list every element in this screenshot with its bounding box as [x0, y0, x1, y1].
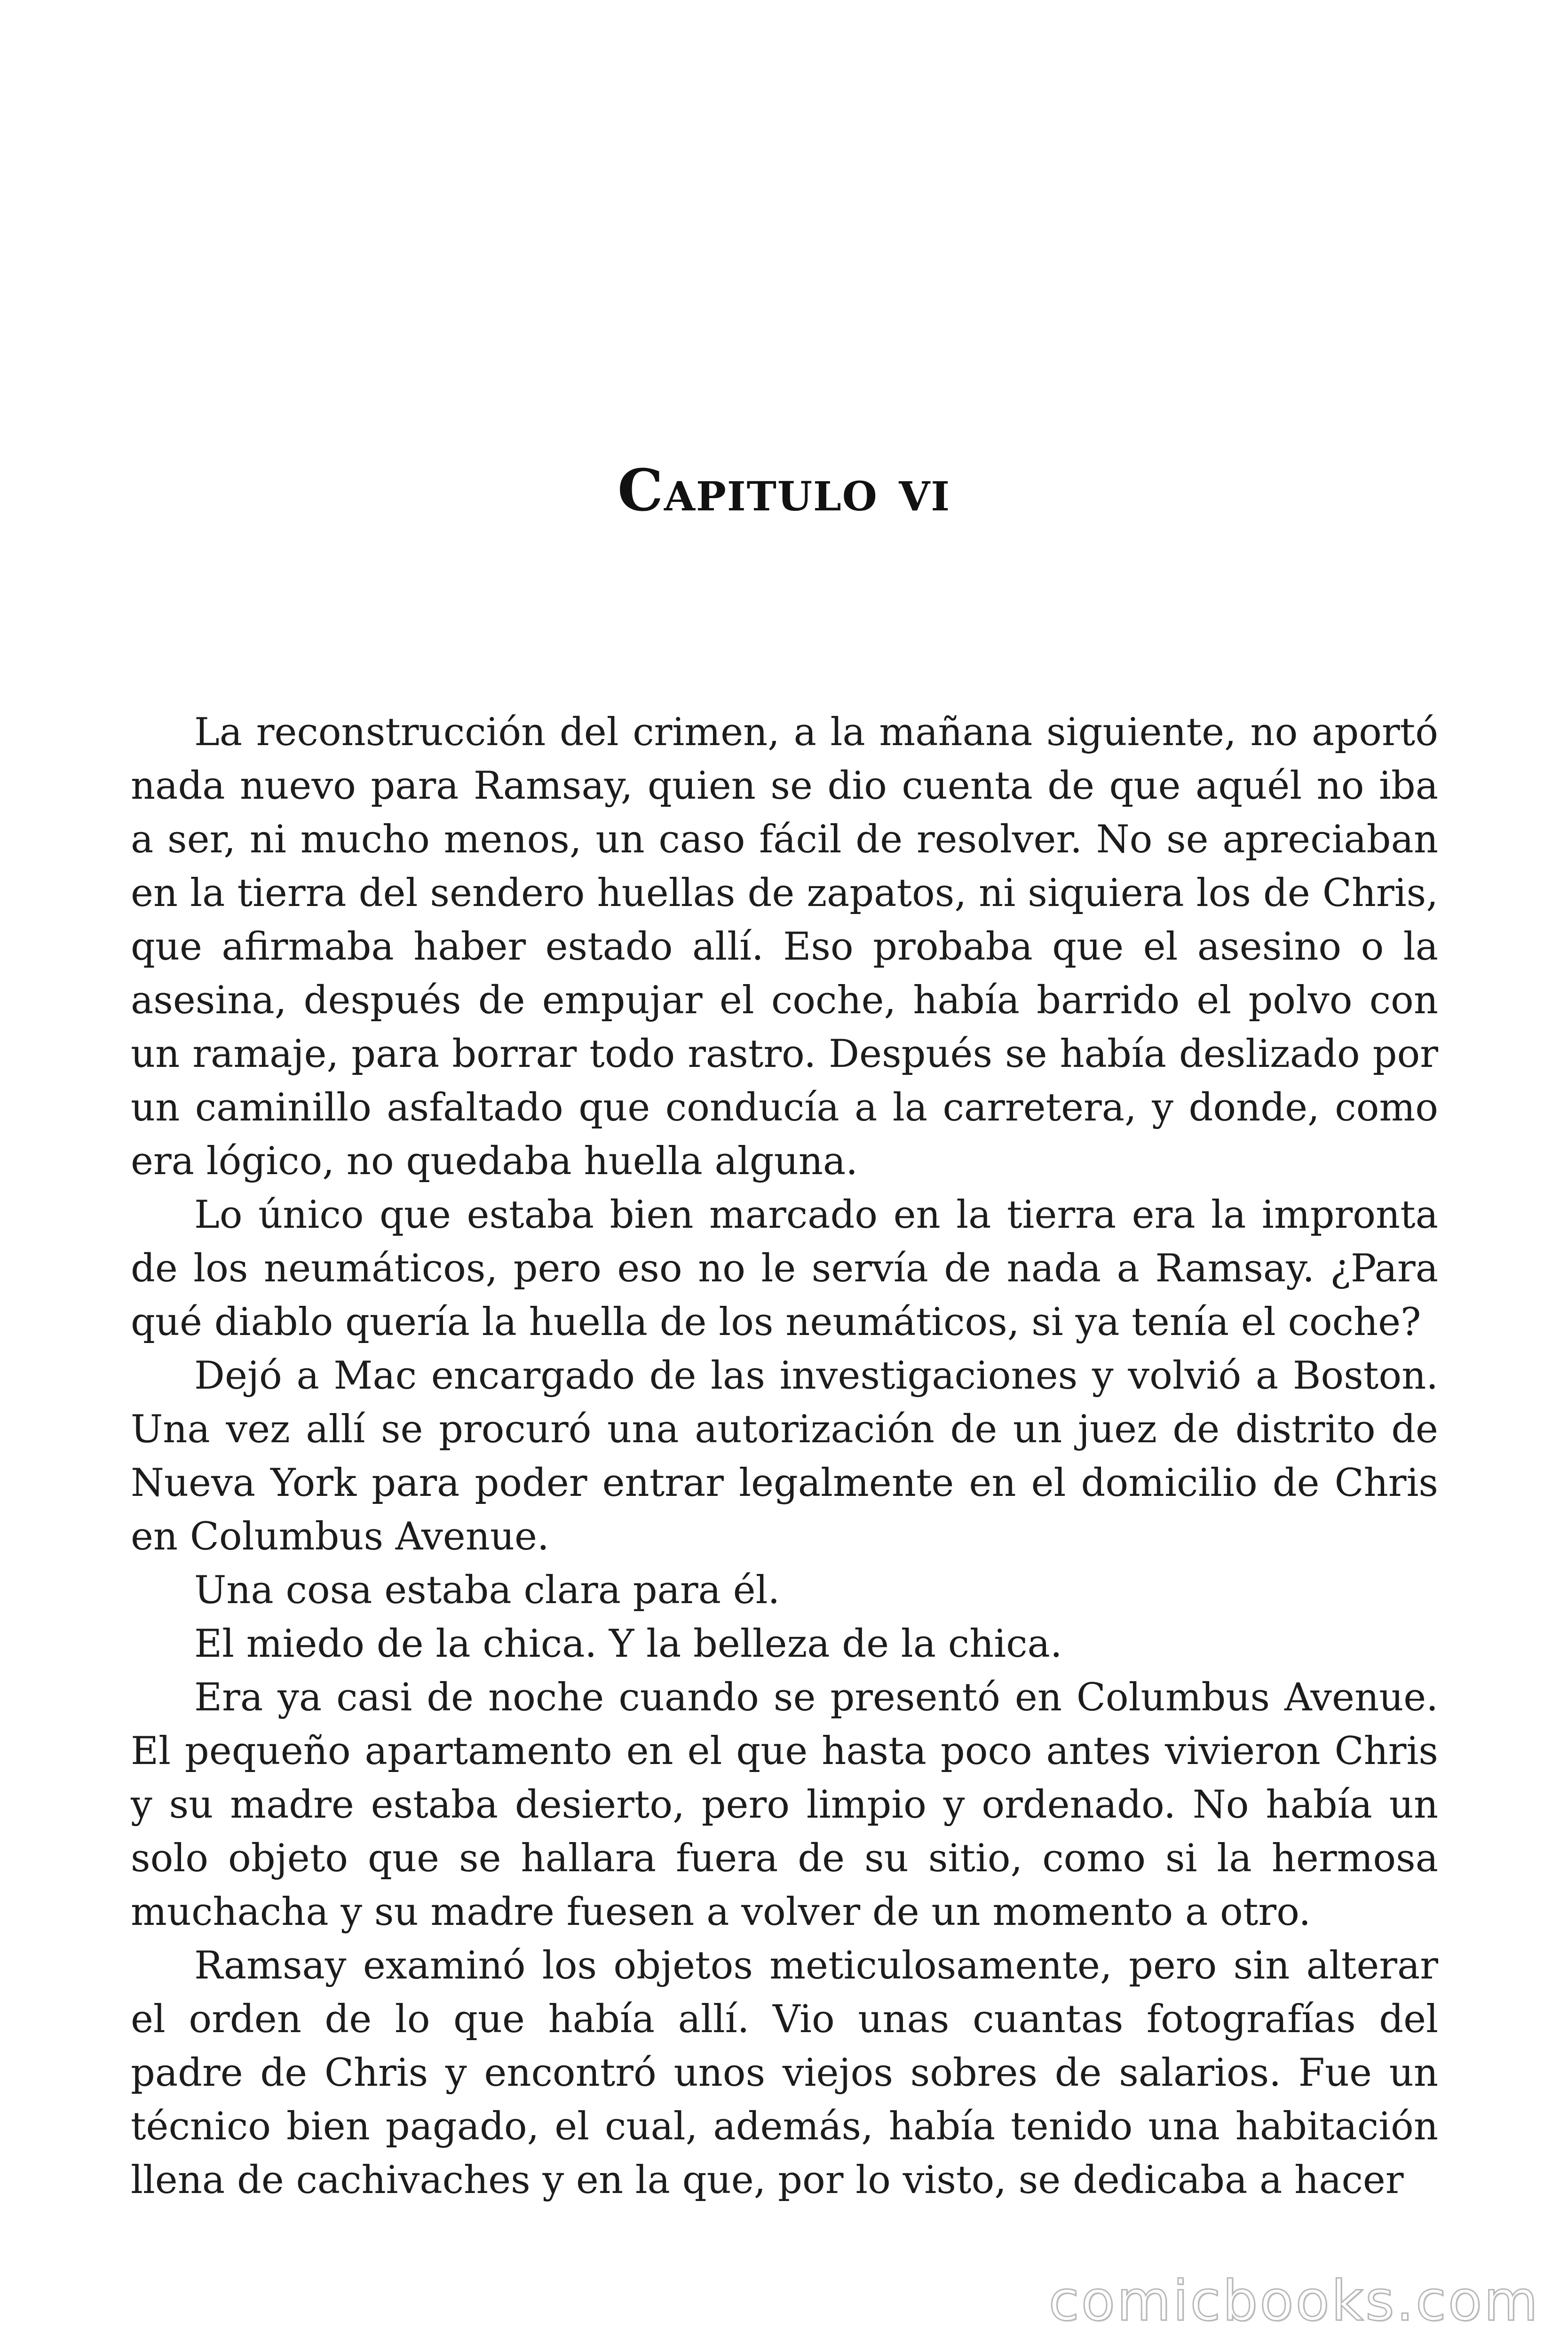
paragraph: La reconstrucción del crimen, a la mañana siguiente, no aportó nada nuevo para Ramsay, quien se dio cuenta de que aquél no iba a ser, ni mucho menos, un caso fácil de resolver. No se apreciaban en la tierra del sendero huellas de zapatos, ni siquiera los de Chris, que afirmaba haber estado allí. Eso probaba que el asesino o la asesina, después de empujar el coche, había barrido el polvo con un ramaje, para borrar todo rastro. Después se había deslizado por un caminillo asfaltado que conducía a la carretera, y donde, como era lógico, no quedaba huella alguna.: [131, 710, 1438, 1184]
paragraph: Era ya casi de noche cuando se presentó en Columbus Avenue. El pequeño apartamento en el que hasta poco antes vivieron Chris y su madre estaba desierto, pero limpio y ordenado. No había un solo objeto que se hallara fuera de su sitio, como si la hermosa muchacha y su madre fuesen a volver de un momento a otro.: [131, 1676, 1438, 1934]
chapter-body: [131, 706, 1438, 2207]
paragraph: El miedo de la chica. Y la belleza de la chica.: [194, 1622, 1062, 1666]
watermark: comicbooks.com: [1048, 2268, 1540, 2333]
paragraph: Una cosa estaba clara para él.: [194, 1568, 780, 1613]
paragraph: Ramsay examinó los objetos meticulosamente, pero sin alterar el orden de lo que había allí. Vio unas cuantas fotografías del padre de Chris y encontró unos viejos sobres de salarios. Fue un técnico bien pagado, el cual, además, había tenido una habitación llena de cachivaches y en la que, por lo visto, se dedicaba a hacer: [131, 1944, 1438, 2202]
chapter-title: Capitulo vi: [617, 456, 951, 524]
paragraph: Dejó a Mac encargado de las investigaciones y volvió a Boston. Una vez allí se procuró una autorización de un juez de distrito de Nueva York para poder entrar legalmente en el domicilio de Chris en Columbus Avenue.: [131, 1354, 1438, 1559]
paragraph: Lo único que estaba bien marcado en la tierra era la impronta de los neumáticos, pero eso no le servía de nada a Ramsay. ¿Para qué diablo quería la huella de los neumáticos, si ya tenía el coche?: [131, 1193, 1438, 1344]
